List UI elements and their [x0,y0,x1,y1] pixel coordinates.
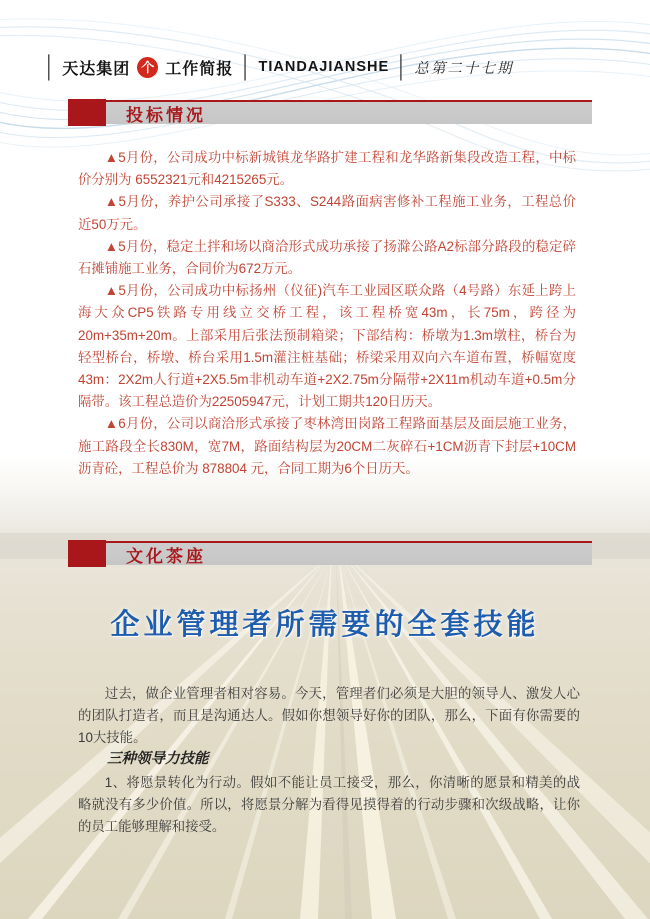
masthead [44,54,513,80]
culture-body [78,683,580,838]
bidding-body [78,147,576,480]
separator-bar: │ [396,55,408,79]
culture-subheading: 三种领导力技能 [107,751,209,768]
issue-number: 总第二十七期 [414,60,514,77]
culture-item-paragraph: 1、将愿景转化为行动。假如不能让员工接受，那么，你清晰的愿景和精美的战略就没有多少价值。所以，将愿景分解为看得见摸得着的行动步骤和次级战略，让你的员工能够理解和接受。 [78,775,580,834]
brand-english-name: TIANDAJIANSHE [258,59,390,75]
bidding-paragraph: ▲5月份，公司成功中标新城镇龙华路扩建工程和龙华路新集段改造工程，中标价分别为 6552321元和4215265元。 [78,150,576,188]
bidding-paragraph: ▲5月份，养护公司承接了S333、S244路面病害修补工程施工业务，工程总价近50万元。 [78,194,576,232]
tianda-logo-icon: 个 [137,57,158,78]
culture-intro-paragraph: 过去，做企业管理者相对容易。今天，管理者们必须是大胆的领导人、激发人心的团队打造者，而且是沟通达人。假如你想领导好你的团队，那么，下面有你需要的10大技能。 [78,686,580,745]
red-block-ornament [68,99,106,126]
section-banner-bidding [68,99,592,126]
red-block-ornament [68,540,106,567]
section-title-culture: 文化茶座 [126,546,206,567]
bidding-paragraph: ▲5月份，稳定土拌和场以商洽形式成功承接了扬滁公路A2标部分路段的稳定碎石摊铺施工业务，合同价为672万元。 [78,238,576,277]
separator-bar: │ [240,55,252,79]
section-banner-culture [68,540,592,567]
article-title: 企业管理者所需要的全套技能 [110,609,540,641]
bidding-paragraph: ▲5月份，公司成功中标扬州（仪征)汽车工业园区联众路（4号路）东延上跨上海大众CP5铁路专用线立交桥工程，该工程桥宽43m，长75m，跨径为20m+35m+20m。上部采用后张法预制箱梁；下部结构：桥墩为1.3m墩柱，桥台为轻型桥台，桥墩、桥台采用1.5m灌注桩基础；桥梁采用双向六车道布置，桥幅宽度43m：2X2m人行道+2X5.5m非机动车道+2X2.75m分隔带+2X11m机动车道+0.5m分隔带。该工程总造价为22505947元，计划工期共120日历天。 [78,283,576,410]
bidding-paragraph: ▲6月份，公司以商洽形式承接了枣林湾田岗路工程路面基层及面层施工业务，施工路段全长830M，宽7M，路面结构层为20CM二灰碎石+1CM沥青下封层+10CM沥青砼，工程总价为 878804 元，合同工期为6个日历天。 [78,416,576,476]
bulletin-title: 工作简报 [165,60,234,78]
separator-bar: │ [44,55,56,79]
section-title-bidding: 投标情况 [126,105,206,126]
brand-group-name: 天达集团 [62,60,131,78]
